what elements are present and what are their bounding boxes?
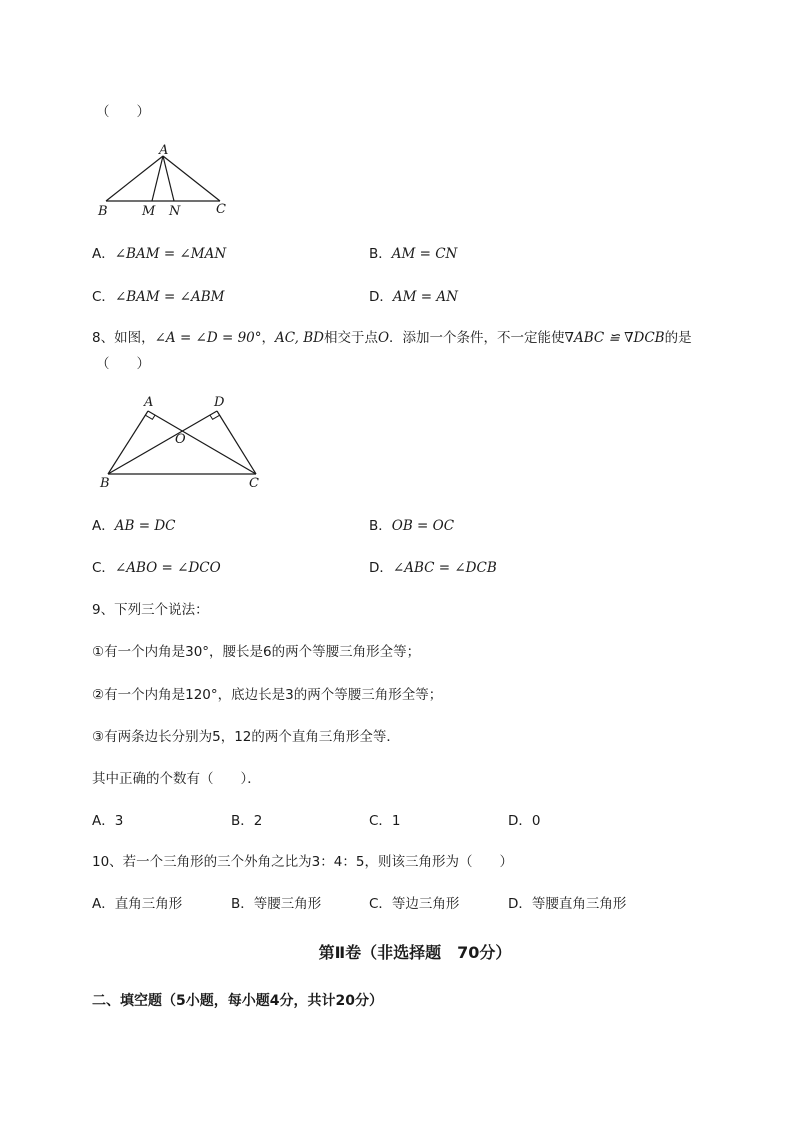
q8-option-b[interactable] (369, 514, 454, 534)
q7-label-m: M (142, 204, 156, 219)
q8-option-a-expr: AB = DC (114, 518, 176, 534)
q7-triangle-figure (96, 142, 246, 222)
q7-option-d-expr: AM = AN (392, 289, 458, 305)
q7-option-b[interactable] (369, 242, 457, 262)
q9-statement-2: ②有一个内角是120°，底边长是3的两个等腰三角形全等； (92, 687, 443, 703)
q10-stem: 10、若一个三角形的三个外角之比为3：4：5，则该三角形为（ ） (92, 854, 513, 870)
q8-option-c-prefix: C． (92, 560, 115, 576)
q7-option-a-prefix: A． (92, 246, 115, 262)
q8-label-a: A (144, 395, 154, 410)
q7-segment-ac (163, 156, 220, 201)
q7-option-d-prefix: D． (369, 289, 393, 305)
q7-answer-paren: （ ） (96, 104, 150, 120)
q7-option-a[interactable] (92, 242, 226, 262)
q9-option-b[interactable]: B．2 (231, 813, 263, 829)
q8-answer-paren: （ ） (96, 356, 150, 372)
q7-option-c[interactable] (92, 285, 224, 305)
q10-option-d[interactable]: D．等腰直角三角形 (508, 896, 627, 912)
q8-label-o: O (175, 432, 186, 447)
q8-right-angle-d (210, 415, 220, 419)
q7-option-d[interactable] (369, 285, 458, 305)
q8-option-c[interactable] (92, 556, 221, 576)
q7-segment-ab (106, 156, 163, 201)
q8-label-d: D (214, 395, 225, 410)
q8-right-angle-a (145, 415, 155, 419)
q8-option-a-prefix: A． (92, 518, 115, 534)
section-fill-in-blank-heading: 二、填空题（5小题，每小题4分，共计20分） (92, 993, 383, 1009)
q8-segment-db (108, 411, 217, 474)
q9-option-c[interactable]: C．1 (369, 813, 401, 829)
q7-option-c-prefix: C． (92, 289, 115, 305)
q7-option-c-expr: ∠BAM = ∠ABM (114, 289, 225, 305)
q7-option-a-expr: ∠BAM = ∠MAN (114, 246, 227, 262)
q8-option-d-prefix: D． (369, 560, 393, 576)
q7-option-b-prefix: B． (369, 246, 392, 262)
q8-label-c: C (249, 476, 259, 491)
q10-option-a[interactable]: A．直角三角形 (92, 896, 183, 912)
q7-label-a: A (159, 143, 169, 158)
q8-option-b-expr: OB = OC (391, 518, 455, 534)
q7-label-n: N (169, 204, 181, 219)
q9-option-d[interactable]: D．0 (508, 813, 541, 829)
q8-segment-ac (148, 411, 256, 474)
q8-option-b-prefix: B． (369, 518, 392, 534)
q7-option-b-expr: AM = CN (391, 246, 458, 262)
q9-statement-3: ③有两条边长分别为5，12的两个直角三角形全等． (92, 729, 400, 745)
q8-stem: 8、如图，∠A = ∠D = 90°，AC, BD相交于点O．添加一个条件，不一定能使∇ABC ≌ ∇DCB的是 (92, 330, 692, 346)
q9-question: 其中正确的个数有（ ）． (92, 771, 261, 787)
q8-option-d[interactable] (369, 556, 497, 576)
q8-option-c-expr: ∠ABO = ∠DCO (114, 560, 221, 576)
q8-label-b: B (100, 476, 110, 491)
q10-option-b[interactable]: B．等腰三角形 (231, 896, 322, 912)
q9-option-a[interactable]: A．3 (92, 813, 124, 829)
q8-segment-cd (217, 411, 256, 474)
q8-option-a[interactable] (92, 514, 175, 534)
q8-segment-ba (108, 411, 148, 474)
part2-title: 第Ⅱ卷（非选择题 70分） (318, 943, 512, 962)
q9-statement-1: ①有一个内角是30°，腰长是6的两个等腰三角形全等； (92, 644, 421, 660)
q8-option-d-expr: ∠ABC = ∠DCB (392, 560, 497, 576)
q7-label-b: B (98, 204, 108, 219)
q9-stem: 9、下列三个说法： (92, 602, 209, 618)
q10-option-c[interactable]: C．等边三角形 (369, 896, 460, 912)
q8-crossed-triangles-figure (96, 392, 276, 492)
q7-label-c: C (216, 202, 226, 217)
